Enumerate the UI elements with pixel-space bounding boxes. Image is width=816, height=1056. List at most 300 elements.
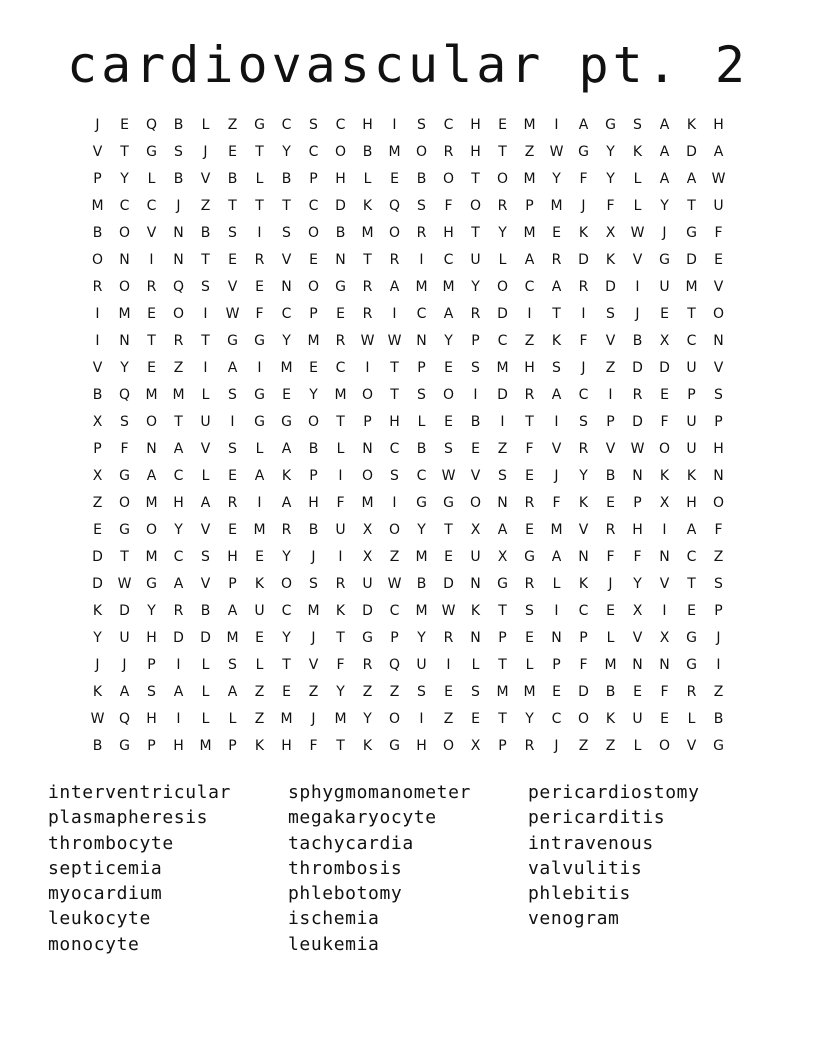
grid-letter: S bbox=[174, 144, 183, 160]
grid-letter: P bbox=[228, 738, 237, 754]
grid-letter: L bbox=[336, 441, 345, 457]
grid-letter: T bbox=[120, 144, 129, 160]
grid-letter: O bbox=[442, 738, 455, 754]
grid-letter: R bbox=[335, 333, 346, 349]
grid-letter: C bbox=[578, 603, 589, 619]
grid-letter: L bbox=[552, 576, 561, 592]
grid-letter: X bbox=[497, 549, 508, 565]
grid-letter: R bbox=[551, 252, 562, 268]
grid-letter: T bbox=[174, 414, 183, 430]
grid-letter: L bbox=[525, 657, 534, 673]
grid-letter: B bbox=[173, 117, 184, 133]
grid-letter: R bbox=[632, 387, 643, 403]
word-list-item: plasmapheresis bbox=[48, 807, 209, 829]
grid-letter: G bbox=[119, 522, 130, 538]
grid-letter: R bbox=[362, 306, 373, 322]
grid-letter: P bbox=[147, 738, 156, 754]
grid-letter: E bbox=[255, 549, 264, 565]
grid-letter: T bbox=[552, 306, 561, 322]
grid-letter: N bbox=[632, 657, 643, 673]
grid-letter: F bbox=[579, 657, 588, 673]
word-list-item: myocardium bbox=[48, 883, 163, 905]
grid-letter: H bbox=[470, 117, 481, 133]
grid-letter: Y bbox=[525, 711, 534, 727]
grid-letter: Y bbox=[309, 387, 318, 403]
grid-letter: H bbox=[686, 495, 697, 511]
grid-letter: N bbox=[362, 441, 373, 457]
grid-letter: C bbox=[173, 549, 184, 565]
grid-letter: Y bbox=[282, 333, 291, 349]
grid-letter: S bbox=[633, 117, 642, 133]
grid-letter: M bbox=[334, 711, 347, 727]
grid-letter: D bbox=[443, 576, 454, 592]
grid-letter: S bbox=[201, 279, 210, 295]
grid-letter: C bbox=[497, 333, 508, 349]
grid-letter: M bbox=[280, 360, 293, 376]
grid-letter: O bbox=[469, 495, 482, 511]
grid-letter: F bbox=[336, 495, 345, 511]
grid-letter: D bbox=[173, 630, 184, 646]
word-list-item: thrombocyte bbox=[48, 832, 174, 854]
grid-letter: A bbox=[200, 495, 211, 511]
grid-letter: C bbox=[281, 603, 292, 619]
grid-letter: O bbox=[712, 306, 725, 322]
grid-letter: U bbox=[200, 414, 211, 430]
grid-letter: J bbox=[311, 711, 316, 727]
grid-letter: Q bbox=[172, 279, 185, 295]
grid-letter: S bbox=[606, 306, 615, 322]
grid-letter: E bbox=[390, 171, 399, 187]
grid-row bbox=[84, 247, 732, 274]
grid-letter: S bbox=[120, 414, 129, 430]
grid-letter: S bbox=[471, 684, 480, 700]
grid-letter: Q bbox=[118, 711, 131, 727]
grid-letter: E bbox=[471, 441, 480, 457]
grid-letter: D bbox=[632, 360, 643, 376]
grid-letter: S bbox=[498, 468, 507, 484]
grid-letter: I bbox=[392, 495, 397, 511]
grid-letter: L bbox=[633, 198, 642, 214]
grid-letter: I bbox=[149, 252, 154, 268]
grid-letter: P bbox=[417, 360, 426, 376]
grid-letter: A bbox=[551, 387, 562, 403]
grid-letter: M bbox=[415, 549, 428, 565]
grid-letter: N bbox=[470, 576, 481, 592]
grid-letter: M bbox=[496, 684, 509, 700]
grid-letter: S bbox=[201, 549, 210, 565]
grid-row bbox=[84, 274, 732, 301]
grid-letter: T bbox=[498, 657, 507, 673]
word-list-item: intravenous bbox=[528, 832, 654, 854]
grid-letter: K bbox=[362, 198, 373, 214]
grid-letter: G bbox=[686, 630, 697, 646]
grid-letter: M bbox=[604, 657, 617, 673]
grid-letter: W bbox=[360, 333, 375, 349]
grid-letter: G bbox=[686, 657, 697, 673]
grid-letter: B bbox=[92, 225, 103, 241]
grid-letter: J bbox=[311, 630, 316, 646]
grid-letter: M bbox=[415, 603, 428, 619]
grid-letter: P bbox=[714, 414, 723, 430]
grid-letter: M bbox=[145, 387, 158, 403]
grid-letter: T bbox=[471, 225, 480, 241]
grid-letter: H bbox=[362, 117, 373, 133]
grid-letter: E bbox=[444, 360, 453, 376]
grid-letter: T bbox=[687, 576, 696, 592]
grid-letter: B bbox=[200, 603, 211, 619]
grid-letter: G bbox=[713, 738, 724, 754]
grid-letter: O bbox=[658, 441, 671, 457]
grid-letter: Y bbox=[660, 198, 669, 214]
grid-letter: T bbox=[498, 711, 507, 727]
grid-letter: J bbox=[581, 198, 586, 214]
grid-letter: M bbox=[361, 225, 374, 241]
grid-letter: B bbox=[416, 576, 427, 592]
grid-letter: D bbox=[686, 252, 697, 268]
grid-letter: T bbox=[444, 522, 453, 538]
grid-letter: J bbox=[95, 117, 100, 133]
grid-letter: L bbox=[147, 171, 156, 187]
grid-letter: R bbox=[335, 576, 346, 592]
grid-letter: W bbox=[117, 576, 132, 592]
grid-letter: O bbox=[577, 711, 590, 727]
grid-letter: E bbox=[444, 549, 453, 565]
grid-row bbox=[84, 706, 732, 733]
grid-letter: J bbox=[122, 657, 127, 673]
grid-letter: S bbox=[309, 576, 318, 592]
grid-letter: V bbox=[605, 441, 616, 457]
grid-letter: R bbox=[497, 198, 508, 214]
grid-letter: V bbox=[92, 360, 103, 376]
grid-letter: L bbox=[201, 117, 210, 133]
grid-letter: Y bbox=[363, 711, 372, 727]
grid-letter: W bbox=[441, 603, 456, 619]
grid-letter: T bbox=[336, 414, 345, 430]
grid-letter: E bbox=[228, 252, 237, 268]
word-list-item: leukocyte bbox=[48, 908, 151, 930]
grid-letter: R bbox=[443, 630, 454, 646]
grid-letter: N bbox=[659, 657, 670, 673]
grid-letter: I bbox=[419, 711, 424, 727]
grid-letter: Y bbox=[120, 171, 129, 187]
grid-letter: P bbox=[471, 333, 480, 349]
grid-letter: C bbox=[173, 468, 184, 484]
grid-letter: V bbox=[200, 171, 211, 187]
grid-letter: S bbox=[579, 414, 588, 430]
grid-letter: Z bbox=[713, 549, 724, 565]
grid-letter: M bbox=[550, 522, 563, 538]
grid-letter: O bbox=[307, 414, 320, 430]
grid-letter: C bbox=[281, 117, 292, 133]
grid-letter: S bbox=[444, 441, 453, 457]
grid-row bbox=[84, 463, 732, 490]
grid-letter: A bbox=[443, 306, 454, 322]
grid-letter: S bbox=[714, 387, 723, 403]
grid-letter: I bbox=[662, 522, 667, 538]
grid-letter: X bbox=[605, 225, 616, 241]
grid-letter: F bbox=[714, 225, 723, 241]
grid-letter: H bbox=[173, 738, 184, 754]
grid-letter: A bbox=[497, 522, 508, 538]
word-list-item: monocyte bbox=[48, 933, 140, 955]
grid-letter: B bbox=[632, 333, 643, 349]
grid-letter: Y bbox=[606, 144, 615, 160]
grid-letter: Z bbox=[362, 684, 373, 700]
grid-letter: S bbox=[417, 117, 426, 133]
grid-letter: K bbox=[281, 468, 292, 484]
grid-row bbox=[84, 409, 732, 436]
grid-letter: F bbox=[120, 441, 129, 457]
grid-letter: E bbox=[93, 522, 102, 538]
grid-letter: U bbox=[362, 576, 373, 592]
grid-letter: P bbox=[606, 414, 615, 430]
word-list-item: thrombosis bbox=[288, 857, 403, 879]
grid-letter: E bbox=[633, 684, 642, 700]
word-list-item: pericardiostomy bbox=[528, 782, 700, 803]
grid-letter: Z bbox=[713, 684, 724, 700]
grid-letter: L bbox=[201, 711, 210, 727]
grid-letter: L bbox=[201, 684, 210, 700]
grid-letter: E bbox=[525, 522, 534, 538]
grid-letter: N bbox=[578, 549, 589, 565]
grid-letter: T bbox=[336, 630, 345, 646]
grid-letter: O bbox=[658, 738, 671, 754]
grid-letter: J bbox=[608, 576, 613, 592]
grid-letter: X bbox=[470, 738, 481, 754]
grid-letter: D bbox=[578, 684, 589, 700]
grid-letter: F bbox=[714, 522, 723, 538]
grid-letter: Z bbox=[389, 684, 400, 700]
grid-letter: T bbox=[687, 306, 696, 322]
grid-letter: O bbox=[361, 387, 374, 403]
grid-letter: B bbox=[335, 225, 346, 241]
grid-letter: G bbox=[254, 414, 265, 430]
grid-letter: V bbox=[686, 738, 697, 754]
grid-letter: K bbox=[335, 603, 346, 619]
grid-letter: G bbox=[254, 333, 265, 349]
grid-letter: T bbox=[498, 603, 507, 619]
grid-letter: P bbox=[309, 468, 318, 484]
grid-letter: Y bbox=[417, 522, 426, 538]
grid-letter: R bbox=[362, 279, 373, 295]
grid-letter: C bbox=[308, 144, 319, 160]
grid-letter: A bbox=[524, 252, 535, 268]
grid-letter: W bbox=[630, 441, 645, 457]
grid-letter: L bbox=[417, 414, 426, 430]
grid-letter: H bbox=[335, 171, 346, 187]
grid-letter: Q bbox=[388, 657, 401, 673]
grid-letter: D bbox=[92, 549, 103, 565]
grid-letter: R bbox=[389, 252, 400, 268]
grid-letter: N bbox=[470, 630, 481, 646]
grid-letter: Y bbox=[498, 225, 507, 241]
grid-letter: O bbox=[469, 198, 482, 214]
grid-letter: K bbox=[92, 603, 103, 619]
grid-letter: Y bbox=[552, 171, 561, 187]
grid-letter: E bbox=[282, 387, 291, 403]
grid-letter: P bbox=[390, 630, 399, 646]
grid-letter: N bbox=[119, 333, 130, 349]
grid-letter: B bbox=[227, 171, 238, 187]
grid-letter: N bbox=[551, 630, 562, 646]
grid-letter: V bbox=[92, 144, 103, 160]
grid-letter: B bbox=[200, 225, 211, 241]
grid-letter: L bbox=[633, 171, 642, 187]
grid-letter: I bbox=[716, 657, 721, 673]
grid-letter: I bbox=[554, 603, 559, 619]
grid-letter: Y bbox=[606, 171, 615, 187]
grid-letter: D bbox=[362, 603, 373, 619]
grid-letter: I bbox=[176, 711, 181, 727]
grid-letter: Y bbox=[93, 630, 102, 646]
grid-letter: G bbox=[389, 738, 400, 754]
grid-letter: K bbox=[605, 711, 616, 727]
grid-letter: K bbox=[578, 225, 589, 241]
grid-letter: C bbox=[416, 468, 427, 484]
grid-letter: G bbox=[659, 252, 670, 268]
grid-letter: U bbox=[632, 711, 643, 727]
grid-letter: S bbox=[417, 198, 426, 214]
grid-letter: W bbox=[90, 711, 105, 727]
grid-letter: K bbox=[551, 333, 562, 349]
grid-letter: O bbox=[118, 279, 131, 295]
grid-letter: A bbox=[227, 603, 238, 619]
grid-letter: A bbox=[146, 468, 157, 484]
grid-letter: H bbox=[146, 711, 157, 727]
grid-letter: Z bbox=[92, 495, 103, 511]
grid-letter: A bbox=[659, 117, 670, 133]
grid-letter: E bbox=[552, 684, 561, 700]
grid-letter: A bbox=[713, 144, 724, 160]
word-list-item: venogram bbox=[528, 908, 620, 930]
grid-letter: H bbox=[173, 495, 184, 511]
grid-letter: Y bbox=[174, 522, 183, 538]
grid-letter: K bbox=[632, 144, 643, 160]
grid-letter: N bbox=[659, 549, 670, 565]
grid-letter: A bbox=[281, 441, 292, 457]
grid-letter: E bbox=[687, 603, 696, 619]
grid-letter: V bbox=[200, 441, 211, 457]
word-column bbox=[528, 780, 768, 957]
grid-letter: R bbox=[524, 576, 535, 592]
word-list bbox=[48, 780, 768, 957]
word-list-item: phlebotomy bbox=[288, 883, 403, 905]
grid-letter: N bbox=[173, 225, 184, 241]
grid-letter: B bbox=[92, 738, 103, 754]
grid-letter: W bbox=[387, 333, 402, 349]
grid-letter: A bbox=[551, 279, 562, 295]
grid-row bbox=[84, 220, 732, 247]
grid-letter: H bbox=[416, 738, 427, 754]
grid-letter: E bbox=[444, 684, 453, 700]
grid-letter: U bbox=[335, 522, 346, 538]
grid-letter: I bbox=[230, 414, 235, 430]
grid-letter: I bbox=[581, 306, 586, 322]
word-list-item: megakaryocyte bbox=[288, 807, 437, 829]
grid-letter: M bbox=[118, 306, 131, 322]
grid-letter: K bbox=[362, 738, 373, 754]
grid-letter: M bbox=[145, 495, 158, 511]
grid-letter: S bbox=[228, 657, 237, 673]
grid-letter: I bbox=[392, 117, 397, 133]
grid-letter: F bbox=[606, 549, 615, 565]
grid-letter: I bbox=[365, 360, 370, 376]
grid-letter: G bbox=[254, 387, 265, 403]
grid-letter: K bbox=[92, 684, 103, 700]
grid-letter: C bbox=[524, 279, 535, 295]
grid-letter: U bbox=[686, 441, 697, 457]
grid-letter: M bbox=[226, 630, 239, 646]
grid-letter: N bbox=[119, 252, 130, 268]
grid-row bbox=[84, 625, 732, 652]
grid-row bbox=[84, 193, 732, 220]
grid-letter: F bbox=[444, 198, 453, 214]
grid-letter: S bbox=[228, 387, 237, 403]
grid-letter: G bbox=[335, 279, 346, 295]
grid-letter: E bbox=[255, 279, 264, 295]
grid-letter: B bbox=[713, 711, 724, 727]
grid-letter: I bbox=[446, 657, 451, 673]
grid-letter: A bbox=[578, 117, 589, 133]
grid-row bbox=[84, 517, 732, 544]
grid-letter: M bbox=[172, 387, 185, 403]
grid-letter: I bbox=[338, 468, 343, 484]
grid-letter: V bbox=[632, 630, 643, 646]
grid-letter: N bbox=[173, 252, 184, 268]
grid-letter: Z bbox=[254, 711, 265, 727]
grid-letter: L bbox=[201, 468, 210, 484]
grid-letter: P bbox=[309, 306, 318, 322]
word-column bbox=[48, 780, 288, 957]
grid-letter: V bbox=[281, 252, 292, 268]
grid-letter: O bbox=[334, 144, 347, 160]
grid-letter: F bbox=[255, 306, 264, 322]
grid-letter: D bbox=[578, 252, 589, 268]
grid-letter: G bbox=[146, 576, 157, 592]
grid-letter: E bbox=[471, 711, 480, 727]
grid-letter: L bbox=[255, 657, 264, 673]
grid-letter: B bbox=[308, 441, 319, 457]
grid-letter: T bbox=[498, 144, 507, 160]
grid-letter: F bbox=[309, 738, 318, 754]
grid-letter: Y bbox=[336, 684, 345, 700]
grid-letter: R bbox=[470, 306, 481, 322]
grid-letter: V bbox=[659, 576, 670, 592]
grid-letter: C bbox=[389, 603, 400, 619]
grid-letter: Y bbox=[633, 576, 642, 592]
word-list-item: phlebitis bbox=[528, 883, 631, 905]
grid-letter: S bbox=[417, 387, 426, 403]
grid-letter: N bbox=[146, 441, 157, 457]
grid-letter: W bbox=[225, 306, 240, 322]
grid-letter: L bbox=[687, 711, 696, 727]
grid-letter: F bbox=[336, 657, 345, 673]
grid-letter: E bbox=[660, 306, 669, 322]
grid-letter: V bbox=[146, 225, 157, 241]
grid-letter: M bbox=[442, 279, 455, 295]
word-list-item: tachycardia bbox=[288, 832, 414, 854]
grid-letter: Z bbox=[524, 144, 535, 160]
grid-letter: K bbox=[578, 495, 589, 511]
grid-letter: M bbox=[523, 117, 536, 133]
grid-letter: M bbox=[145, 549, 158, 565]
grid-letter: J bbox=[554, 468, 559, 484]
grid-letter: W bbox=[549, 144, 564, 160]
grid-letter: K bbox=[578, 576, 589, 592]
grid-letter: O bbox=[442, 387, 455, 403]
grid-letter: Y bbox=[282, 549, 291, 565]
grid-letter: E bbox=[660, 387, 669, 403]
